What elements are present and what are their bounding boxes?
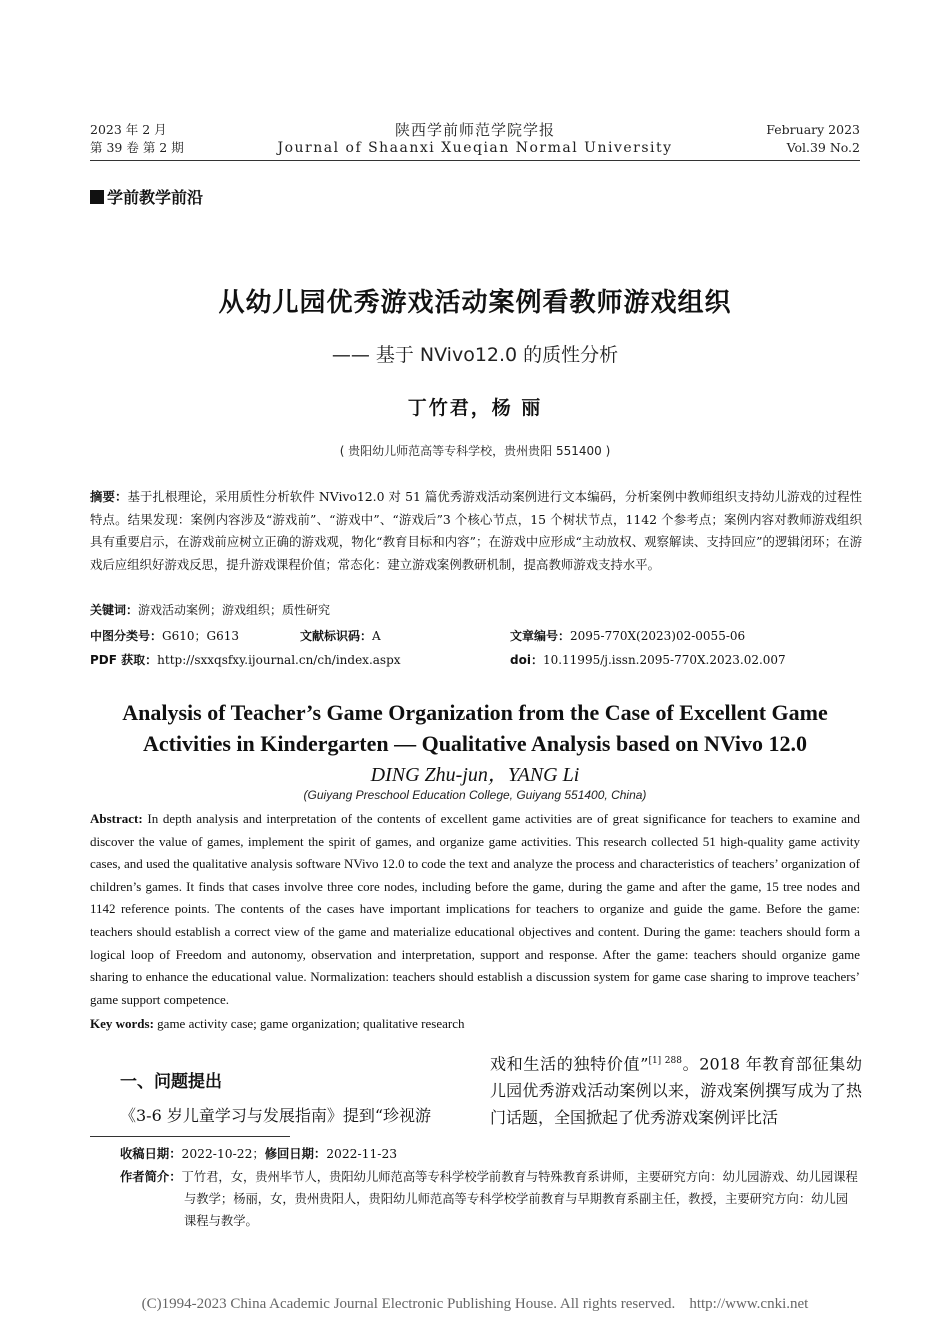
- cn-keywords-label: 关键词：: [90, 603, 139, 617]
- english-title-line-2: Activities in Kindergarten — Qualitative Analysis based on NVivo 12.0: [142, 731, 808, 756]
- author-bio-label: 作者简介：: [120, 1170, 182, 1184]
- journal-name-block: [250, 121, 700, 157]
- header-divider: [90, 160, 860, 161]
- section-tag-label: 学前教学前沿: [107, 188, 204, 207]
- revised-label: 修回日期：: [264, 1147, 327, 1161]
- issue-date-en: February 2023: [766, 122, 860, 137]
- paper-title: 从幼儿园优秀游戏活动案例看教师游戏组织: [218, 288, 732, 318]
- english-keywords: [90, 1016, 464, 1032]
- english-abstract-label: Abstract:: [90, 811, 143, 826]
- english-title-line-1: Analysis of Teacher’s Game Organization from the Case of Excellent Game: [122, 700, 828, 725]
- journal-name-en: Journal of Shaanxi Xueqian Normal University: [277, 140, 673, 156]
- article-number: [510, 627, 745, 644]
- cn-abstract: [90, 486, 862, 576]
- english-abstract-text: In depth analysis and interpretation of the contents of excellent game activities are of great significance for teachers to examine and discover the value of games, implement the spirit of games, and organize game activities. This research collected 51 high-quality game activity cases, and used the qualitative analysis software NVivo 12.0 to code the text and analyze the process and characteristics of teachers’ organization of children’s games. It finds that cases involve three core nodes, including before the game, during the game and after the game, 15 tree nodes and 1142 reference points. The contents of the cases have important implications for teachers to organize and guide the game. Before the game: teachers should establish a correct view of the game and materialize educational objectives and content. During the game: teachers should form a logical loop of Freedom and autonomy, observation and interpretation, support and response. After the game: teachers should organize game sharing to enhance the educational value. Normalization: teachers should establish a discussion system for game case sharing to improve teachers’ game support competence.: [90, 811, 861, 1007]
- english-keywords-text: game activity case; game organization; qualitative research: [157, 1016, 465, 1031]
- received-label: 收稿日期：: [120, 1147, 182, 1161]
- clc-label: 中图分类号：: [90, 629, 163, 643]
- clc-number: [90, 627, 239, 644]
- document-code-label: 文献标识码：: [300, 629, 373, 643]
- author-affiliation: ( 贵阳幼儿师范高等专科学校，贵州贵阳 551400 ): [339, 444, 611, 458]
- copyright-footer: [0, 1296, 950, 1313]
- pdf-access-link[interactable]: http://sxxqsfxy.ijournal.cn/ch/index.aspx: [157, 653, 401, 667]
- section-heading: 一、问题提出: [120, 1072, 222, 1092]
- author-bio-text: 丁竹君，女，贵州毕节人，贵阳幼儿师范高等专科学校学前教育与特殊教育系讲师，主要研究方向：幼儿园游戏、幼儿园课程与教学；杨丽，女，贵州贵阳人，贵阳幼儿师范高等专科学校学前教育与早期教育系副主任，教授，主要研究方向：幼儿园课程与教学。: [181, 1170, 858, 1228]
- pdf-access-label: PDF 获取：: [90, 653, 158, 667]
- cn-keywords-text: 游戏活动案例；游戏组织；质性研究: [138, 603, 331, 617]
- paper-authors: 丁竹君，杨 丽: [407, 397, 543, 419]
- english-keywords-label: Key words:: [90, 1016, 154, 1031]
- received-date: 2022-10-22；: [181, 1147, 265, 1161]
- document-code: [300, 627, 381, 644]
- issue-date: 2023 年 2 月: [90, 122, 167, 137]
- document-code-value: A: [372, 629, 381, 643]
- citation-ref[interactable]: [1] 288: [648, 1056, 682, 1066]
- revised-date: 2022-11-23: [326, 1147, 398, 1161]
- journal-name-cn: 陕西学前师范学院学报: [394, 121, 555, 139]
- english-authors: DING Zhu-jun，YANG Li: [370, 764, 580, 786]
- cnki-url[interactable]: http://www.cnki.net: [689, 1296, 809, 1312]
- english-abstract: [90, 808, 860, 1011]
- cn-abstract-text: 基于扎根理论，采用质性分析软件 NVivo12.0 对 51 篇优秀游戏活动案例进行文本编码，分析案例中教师组织支持幼儿游戏的过程性特点。结果发现：案例内容涉及“游戏前”、“游戏中”、“游戏后”3 个核心节点，15 个树状节点，1142 个参考点；案例内容对教师游戏组织具有重要启示，在游戏前应树立正确的游戏观，物化“教育目标和内容”；在游戏中应形成“主动放权、观察解读、支持回应”的逻辑闭环；在游戏后应组织好游戏反思，提升游戏课程价值；常态化：建立游戏案例教研机制，提高教师游戏支持水平。: [90, 489, 863, 572]
- body-text-left-column: 《3-6 岁儿童学习与发展指南》提到“珍视游: [120, 1106, 432, 1125]
- issue-date-block: [90, 121, 184, 157]
- english-title: [90, 697, 860, 759]
- doi-label: doi：: [510, 653, 543, 667]
- body-text-part-2: 。2018 年教育部征集幼儿园优秀游戏活动案例以来，游戏案例撰写成为了热门话题，全国掀起了优秀游戏案例评比活: [490, 1054, 862, 1128]
- copyright-text: (C)1994-2023 China Academic Journal Electronic Publishing House. All rights reserved.: [141, 1296, 676, 1312]
- article-number-value: 2095-770X(2023)02-0055-06: [570, 629, 746, 643]
- doi-value[interactable]: 10.11995/j.issn.2095-770X.2023.02.007: [542, 653, 786, 667]
- cn-keywords: [90, 601, 330, 618]
- issue-date-en-block: [766, 121, 860, 157]
- doi: [510, 651, 786, 668]
- cn-abstract-label: 摘要：: [90, 489, 128, 504]
- body-text-right-column: [490, 1048, 862, 1131]
- footnote-dates: [120, 1143, 860, 1165]
- footnote-divider: [90, 1136, 290, 1137]
- body-text-part-1: 戏和生活的独特价值”: [490, 1054, 649, 1074]
- volume-issue-en: Vol.39 No.2: [786, 140, 860, 155]
- section-tag: [90, 185, 203, 208]
- square-bullet-icon: [90, 190, 104, 204]
- footnote-author-bio: [120, 1166, 860, 1232]
- author-bio-block: [120, 1166, 860, 1232]
- volume-issue: 第 39 卷 第 2 期: [90, 140, 184, 155]
- clc-value: G610；G613: [162, 629, 239, 643]
- english-affiliation: (Guiyang Preschool Education College, Guiyang 551400, China): [303, 788, 647, 802]
- pdf-access: [90, 651, 401, 668]
- article-number-label: 文章编号：: [510, 629, 571, 643]
- paper-subtitle: —— 基于 NVivo12.0 的质性分析: [331, 344, 619, 366]
